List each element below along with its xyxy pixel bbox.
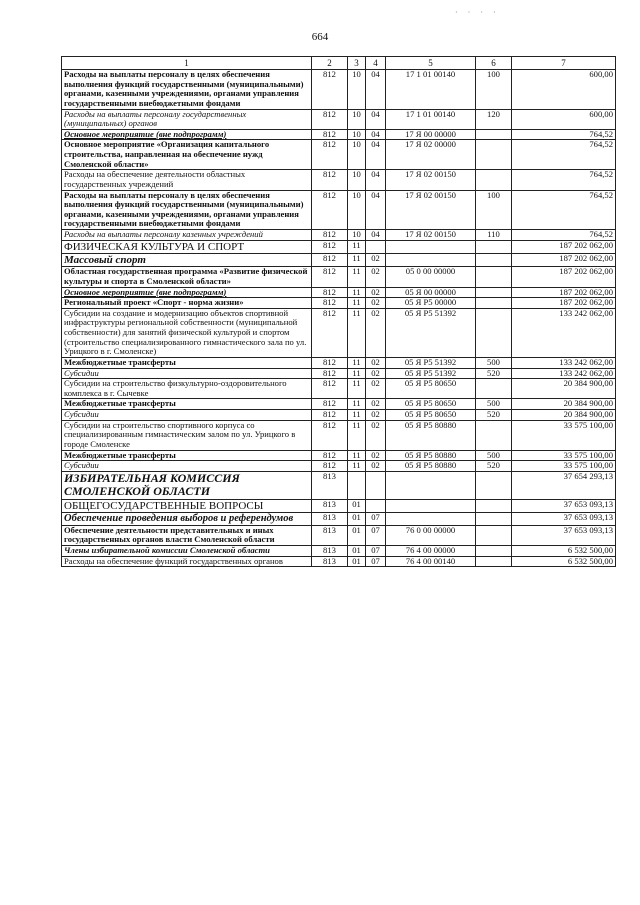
section-cell: 11 — [348, 461, 366, 472]
section-cell: 11 — [348, 308, 366, 357]
table-row — [62, 513, 616, 526]
amount-cell: 187 202 062,00 — [512, 240, 616, 253]
subsection-cell: 04 — [366, 190, 386, 230]
section-cell: 01 — [348, 513, 366, 526]
subsection-cell: 04 — [366, 129, 386, 140]
row-name-cell: Расходы на выплаты персоналу в целях обеспечения выполнения функций государственными (муниципальными) органами, казенными учреждениями, органами управления государственными внебюджетными фондами — [62, 190, 312, 230]
table-row — [62, 450, 616, 461]
table-row — [62, 140, 616, 170]
expense-type-cell — [476, 525, 512, 545]
admin-code-cell: 812 — [312, 450, 348, 461]
row-name-cell: Региональный проект «Спорт - норма жизни» — [62, 298, 312, 309]
table-row — [62, 298, 616, 309]
expense-type-cell — [476, 379, 512, 399]
admin-code-cell: 812 — [312, 399, 348, 410]
amount-cell: 33 575 100,00 — [512, 420, 616, 450]
subsection-cell: 02 — [366, 254, 386, 267]
target-article-cell: 05 Я P5 80880 — [386, 450, 476, 461]
table-header-row — [62, 57, 616, 70]
subsection-cell: 02 — [366, 357, 386, 368]
admin-code-cell: 812 — [312, 420, 348, 450]
target-article-cell — [386, 254, 476, 267]
row-name-cell: ОБЩЕГОСУДАРСТВЕННЫЕ ВОПРОСЫ — [62, 499, 312, 512]
subsection-cell: 07 — [366, 525, 386, 545]
header-cell: 1 — [62, 57, 312, 70]
scan-artifact: · · · · — [455, 8, 500, 17]
table-row — [62, 109, 616, 129]
target-article-cell: 17 Я 02 00150 — [386, 190, 476, 230]
amount-cell: 37 653 093,13 — [512, 525, 616, 545]
subsection-cell: 02 — [366, 410, 386, 421]
admin-code-cell: 812 — [312, 298, 348, 309]
header-cell: 2 — [312, 57, 348, 70]
section-cell: 10 — [348, 190, 366, 230]
amount-cell: 33 575 100,00 — [512, 461, 616, 472]
row-name-cell: ФИЗИЧЕСКАЯ КУЛЬТУРА И СПОРТ — [62, 240, 312, 253]
row-name-cell: Субсидии на создание и модернизацию объектов спортивной инфраструктуры региональной собственности (муниципальной собственности) для занятий физической культурой и спортом (строительство специализированного гимнастического зала по ул. Урицкого в г. Смоленске) — [62, 308, 312, 357]
target-article-cell: 05 Я P5 51392 — [386, 357, 476, 368]
table-row — [62, 240, 616, 253]
expense-type-cell: 100 — [476, 190, 512, 230]
expense-type-cell: 110 — [476, 230, 512, 241]
table-row — [62, 525, 616, 545]
admin-code-cell: 812 — [312, 170, 348, 190]
table-row — [62, 461, 616, 472]
target-article-cell: 76 4 00 00000 — [386, 546, 476, 557]
section-cell: 11 — [348, 379, 366, 399]
table-row — [62, 420, 616, 450]
subsection-cell: 02 — [366, 379, 386, 399]
admin-code-cell: 813 — [312, 471, 348, 499]
admin-code-cell: 813 — [312, 546, 348, 557]
section-cell: 10 — [348, 109, 366, 129]
target-article-cell: 05 0 00 00000 — [386, 267, 476, 287]
subsection-cell: 04 — [366, 70, 386, 110]
section-cell: 11 — [348, 240, 366, 253]
row-name-cell: Межбюджетные трансферты — [62, 399, 312, 410]
amount-cell: 187 202 062,00 — [512, 267, 616, 287]
header-cell: 7 — [512, 57, 616, 70]
amount-cell: 37 653 093,13 — [512, 499, 616, 512]
expense-type-cell: 500 — [476, 399, 512, 410]
header-cell: 5 — [386, 57, 476, 70]
section-cell: 11 — [348, 267, 366, 287]
section-cell: 10 — [348, 170, 366, 190]
section-cell: 11 — [348, 298, 366, 309]
amount-cell: 600,00 — [512, 70, 616, 110]
target-article-cell — [386, 471, 476, 499]
row-name-cell: Основное мероприятие (вне подпрограмм) — [62, 287, 312, 298]
section-cell: 11 — [348, 450, 366, 461]
table-row — [62, 287, 616, 298]
target-article-cell: 05 Я P5 00000 — [386, 298, 476, 309]
expense-type-cell — [476, 546, 512, 557]
subsection-cell: 04 — [366, 170, 386, 190]
expense-type-cell: 520 — [476, 368, 512, 379]
table-row — [62, 230, 616, 241]
section-cell: 11 — [348, 357, 366, 368]
amount-cell: 6 532 500,00 — [512, 546, 616, 557]
section-cell: 01 — [348, 556, 366, 567]
table-row — [62, 129, 616, 140]
subsection-cell: 02 — [366, 267, 386, 287]
subsection-cell: 02 — [366, 461, 386, 472]
target-article-cell: 17 Я 02 00150 — [386, 230, 476, 241]
amount-cell: 37 654 293,13 — [512, 471, 616, 499]
section-cell — [348, 471, 366, 499]
admin-code-cell: 812 — [312, 308, 348, 357]
target-article-cell: 05 Я P5 80880 — [386, 461, 476, 472]
section-cell: 10 — [348, 70, 366, 110]
section-cell: 11 — [348, 287, 366, 298]
table-row — [62, 368, 616, 379]
header-cell: 3 — [348, 57, 366, 70]
target-article-cell: 17 Я 02 00000 — [386, 140, 476, 170]
admin-code-cell: 812 — [312, 230, 348, 241]
subsection-cell: 04 — [366, 230, 386, 241]
admin-code-cell: 812 — [312, 70, 348, 110]
section-cell: 11 — [348, 254, 366, 267]
row-name-cell: Расходы на обеспечение функций государственных органов — [62, 556, 312, 567]
target-article-cell: 76 4 00 00140 — [386, 556, 476, 567]
expense-type-cell — [476, 471, 512, 499]
table-row — [62, 267, 616, 287]
section-cell: 11 — [348, 420, 366, 450]
subsection-cell: 07 — [366, 546, 386, 557]
amount-cell: 764,52 — [512, 170, 616, 190]
row-name-cell: Расходы на выплаты персоналу в целях обеспечения выполнения функций государственными (муниципальными) органами, казенными учреждениями, органами управления государственными внебюджетными фондами — [62, 70, 312, 110]
expense-type-cell — [476, 140, 512, 170]
table-row — [62, 556, 616, 567]
row-name-cell: Субсидии на строительство физкультурно-оздоровительного комплекса в г. Сычевке — [62, 379, 312, 399]
row-name-cell: Основное мероприятие (вне подпрограмм) — [62, 129, 312, 140]
target-article-cell: 05 Я P5 51392 — [386, 368, 476, 379]
subsection-cell: 07 — [366, 556, 386, 567]
expense-type-cell — [476, 287, 512, 298]
expense-type-cell — [476, 298, 512, 309]
amount-cell: 20 384 900,00 — [512, 399, 616, 410]
row-name-cell: Областная государственная программа «Развитие физической культуры и спорта в Смоленской области» — [62, 267, 312, 287]
expense-type-cell — [476, 170, 512, 190]
amount-cell: 187 202 062,00 — [512, 298, 616, 309]
subsection-cell: 02 — [366, 308, 386, 357]
target-article-cell: 17 1 01 00140 — [386, 70, 476, 110]
section-cell: 10 — [348, 129, 366, 140]
admin-code-cell: 812 — [312, 287, 348, 298]
subsection-cell: 07 — [366, 513, 386, 526]
expense-type-cell: 100 — [476, 70, 512, 110]
expense-type-cell: 500 — [476, 357, 512, 368]
amount-cell: 37 653 093,13 — [512, 513, 616, 526]
subsection-cell: 02 — [366, 450, 386, 461]
row-name-cell: Субсидии — [62, 410, 312, 421]
admin-code-cell: 812 — [312, 267, 348, 287]
target-article-cell: 76 0 00 00000 — [386, 525, 476, 545]
target-article-cell: 17 Я 02 00150 — [386, 170, 476, 190]
admin-code-cell: 812 — [312, 368, 348, 379]
section-cell: 10 — [348, 230, 366, 241]
expense-type-cell — [476, 513, 512, 526]
expense-type-cell: 120 — [476, 109, 512, 129]
subsection-cell: 02 — [366, 368, 386, 379]
target-article-cell: 05 Я P5 51392 — [386, 308, 476, 357]
target-article-cell: 17 1 01 00140 — [386, 109, 476, 129]
admin-code-cell: 812 — [312, 357, 348, 368]
admin-code-cell: 812 — [312, 109, 348, 129]
amount-cell: 764,52 — [512, 230, 616, 241]
target-article-cell — [386, 240, 476, 253]
target-article-cell: 05 Я P5 80880 — [386, 420, 476, 450]
subsection-cell — [366, 471, 386, 499]
amount-cell: 20 384 900,00 — [512, 379, 616, 399]
amount-cell: 187 202 062,00 — [512, 254, 616, 267]
admin-code-cell: 813 — [312, 513, 348, 526]
expense-type-cell: 520 — [476, 461, 512, 472]
header-cell: 6 — [476, 57, 512, 70]
table-row — [62, 70, 616, 110]
row-name-cell: Расходы на обеспечение деятельности областных государственных учреждений — [62, 170, 312, 190]
section-cell: 11 — [348, 410, 366, 421]
expense-type-cell: 520 — [476, 410, 512, 421]
row-name-cell: ИЗБИРАТЕЛЬНАЯ КОМИССИЯ СМОЛЕНСКОЙ ОБЛАСТИ — [62, 471, 312, 499]
target-article-cell: 05 Я 00 00000 — [386, 287, 476, 298]
admin-code-cell: 813 — [312, 525, 348, 545]
table-row — [62, 410, 616, 421]
row-name-cell: Субсидии на строительство спортивного корпуса со специализированным гимнастическим залом по ул. Урицкого в городе Смоленске — [62, 420, 312, 450]
amount-cell: 187 202 062,00 — [512, 287, 616, 298]
amount-cell: 764,52 — [512, 190, 616, 230]
subsection-cell — [366, 240, 386, 253]
amount-cell: 20 384 900,00 — [512, 410, 616, 421]
table-row — [62, 190, 616, 230]
amount-cell: 600,00 — [512, 109, 616, 129]
table-row — [62, 308, 616, 357]
row-name-cell: Обеспечение деятельности представительных и иных государственных органов власти Смоленской области — [62, 525, 312, 545]
subsection-cell: 02 — [366, 287, 386, 298]
amount-cell: 764,52 — [512, 140, 616, 170]
expense-type-cell — [476, 556, 512, 567]
expense-type-cell — [476, 499, 512, 512]
expense-type-cell — [476, 254, 512, 267]
table-row — [62, 379, 616, 399]
row-name-cell: Члены избирательной комиссии Смоленской области — [62, 546, 312, 557]
subsection-cell: 04 — [366, 109, 386, 129]
expense-type-cell — [476, 129, 512, 140]
admin-code-cell: 813 — [312, 556, 348, 567]
section-cell: 01 — [348, 546, 366, 557]
target-article-cell — [386, 499, 476, 512]
row-name-cell: Межбюджетные трансферты — [62, 357, 312, 368]
section-cell: 01 — [348, 525, 366, 545]
table-row — [62, 399, 616, 410]
subsection-cell — [366, 499, 386, 512]
table-row — [62, 471, 616, 499]
expense-type-cell — [476, 267, 512, 287]
table-row — [62, 499, 616, 512]
amount-cell: 133 242 062,00 — [512, 368, 616, 379]
table-row — [62, 546, 616, 557]
section-cell: 10 — [348, 140, 366, 170]
section-cell: 01 — [348, 499, 366, 512]
subsection-cell: 02 — [366, 420, 386, 450]
table-row — [62, 254, 616, 267]
row-name-cell: Межбюджетные трансферты — [62, 450, 312, 461]
target-article-cell: 17 Я 00 00000 — [386, 129, 476, 140]
amount-cell: 133 242 062,00 — [512, 357, 616, 368]
budget-table — [61, 56, 616, 567]
row-name-cell: Субсидии — [62, 461, 312, 472]
row-name-cell: Основное мероприятие «Организация капитального строительства, направленная на обеспечение нужд Смоленской области» — [62, 140, 312, 170]
expense-type-cell — [476, 420, 512, 450]
table-row — [62, 357, 616, 368]
subsection-cell: 02 — [366, 399, 386, 410]
admin-code-cell: 812 — [312, 190, 348, 230]
section-cell: 11 — [348, 368, 366, 379]
admin-code-cell: 813 — [312, 499, 348, 512]
row-name-cell: Расходы на выплаты персоналу казенных учреждений — [62, 230, 312, 241]
subsection-cell: 04 — [366, 140, 386, 170]
amount-cell: 33 575 100,00 — [512, 450, 616, 461]
section-cell: 11 — [348, 399, 366, 410]
admin-code-cell: 812 — [312, 129, 348, 140]
row-name-cell: Субсидии — [62, 368, 312, 379]
admin-code-cell: 812 — [312, 140, 348, 170]
admin-code-cell: 812 — [312, 379, 348, 399]
admin-code-cell: 812 — [312, 461, 348, 472]
amount-cell: 764,52 — [512, 129, 616, 140]
page-number: 664 — [311, 31, 329, 43]
row-name-cell: Массовый спорт — [62, 254, 312, 267]
header-cell: 4 — [366, 57, 386, 70]
target-article-cell: 05 Я P5 80650 — [386, 410, 476, 421]
subsection-cell: 02 — [366, 298, 386, 309]
table-row — [62, 170, 616, 190]
amount-cell: 6 532 500,00 — [512, 556, 616, 567]
row-name-cell: Расходы на выплаты персоналу государственных (муниципальных) органов — [62, 109, 312, 129]
target-article-cell: 05 Я P5 80650 — [386, 399, 476, 410]
target-article-cell: 05 Я P5 80650 — [386, 379, 476, 399]
amount-cell: 133 242 062,00 — [512, 308, 616, 357]
expense-type-cell — [476, 308, 512, 357]
expense-type-cell — [476, 240, 512, 253]
target-article-cell — [386, 513, 476, 526]
row-name-cell: Обеспечение проведения выборов и референдумов — [62, 513, 312, 526]
admin-code-cell: 812 — [312, 240, 348, 253]
admin-code-cell: 812 — [312, 410, 348, 421]
admin-code-cell: 812 — [312, 254, 348, 267]
expense-type-cell: 500 — [476, 450, 512, 461]
